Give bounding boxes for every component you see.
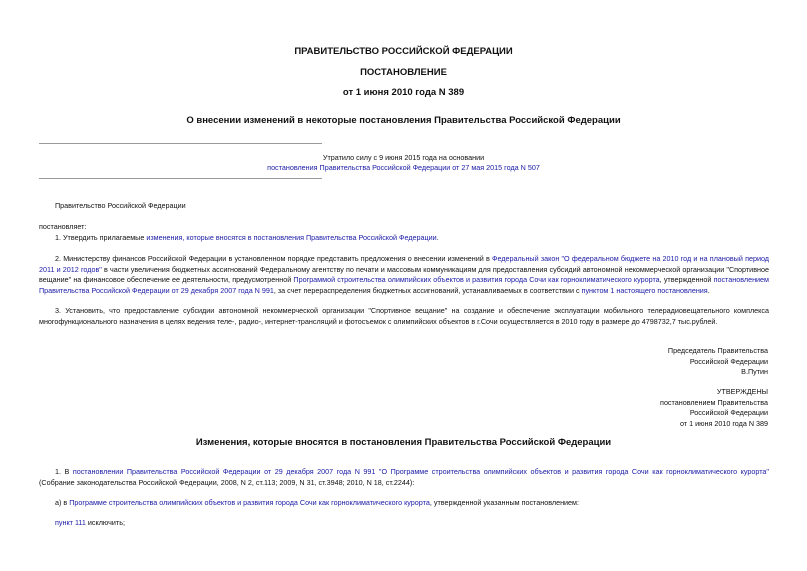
change-item-1-text: 1. В <box>55 467 73 476</box>
approval-country: Российской Федерации <box>689 408 768 418</box>
change-item-point-text: исключить; <box>85 518 125 527</box>
change-item-a-text: а) в <box>55 498 70 507</box>
signature-position: Председатель Правительства <box>667 346 768 355</box>
approval-by: постановлением Правительства <box>660 397 768 407</box>
change-item-a-end: , утвержденной указанным постановлением: <box>429 498 579 507</box>
paragraph-2-text: 2. Министерству финансов Российской Федерации в установленном порядке представить предложения о внесении изменений в <box>55 254 493 263</box>
paragraph-1-end: . <box>436 233 439 242</box>
changes-link[interactable]: изменения, которые вносятся в постановления Правительства Российской Федерации <box>146 233 437 242</box>
signature-block <box>668 346 768 378</box>
bottom-divider <box>39 178 322 179</box>
approval-block <box>660 387 768 429</box>
document-title: О внесении изменений в некоторые постановления Правительства Российской Федерации <box>186 115 621 126</box>
paragraph-2 <box>39 254 769 296</box>
paragraph-1-text: 1. Утвердить прилагаемые <box>55 233 147 242</box>
olympic-program-link[interactable]: Программой строительства олимпийских объектов и развития города Сочи как горноклиматического курорта <box>293 275 660 285</box>
change-item-a <box>39 498 769 509</box>
change-item-1 <box>39 467 769 488</box>
signature-country: Российской Федерации <box>689 356 768 366</box>
paragraph-3: 3. Установить, что предоставление субсидии автономной некоммерческой организации "Спортивное вещание" на создание и обеспечение эксплуатации мобильного телерадиовещательного комплекса многофункционального назначения в целях ведения теле-, радио-, интернет-трансляций и фотосъемок с олимпийских объектов в г.Сочи осуществляется в 2010 году в размере до 4798732,7 тыс.рублей. <box>39 306 769 326</box>
paragraph-2-text-3: , утвержденной <box>659 275 714 285</box>
status-note-link[interactable]: постановления Правительства Российской Федерации от 27 мая 2015 года N 507 <box>267 163 540 172</box>
budget-law-link[interactable]: Федеральный закон "О федеральном бюджете на 2010 год и на плановый период 2011 и 2012 годов" <box>39 254 769 274</box>
document-date-number: от 1 июня 2010 года N 389 <box>342 87 465 98</box>
approval-date: от 1 июня 2010 года N 389 <box>679 418 768 428</box>
point-111-link[interactable]: пункт 111 <box>55 518 86 527</box>
point-1-link[interactable]: пунктом 1 настоящего постановления <box>581 285 708 295</box>
signature-name: В.Путин <box>741 367 768 377</box>
change-item-point <box>39 518 769 529</box>
paragraph-1 <box>39 233 769 244</box>
resolution-991-title-link[interactable]: постановлении Правительства Российской Федерации от 29 декабря 2007 года N 991 "О Программе строительства олимпийских объектов и развития города Сочи как горноклиматического курорта" <box>72 467 769 476</box>
paragraph-2-end: . <box>707 285 710 295</box>
status-note: Утратило силу с 9 июня 2015 года на основании <box>322 153 485 162</box>
paragraph-2-text-2: в части увеличения бюджетных ассигнований Федеральному агентству по печати и массовым коммуникациям для предоставления субсидий автономной некоммерческой организации "Спортивное вещание" на финансовое обеспечение ее деятельности, предусмотренной <box>39 264 769 285</box>
top-divider <box>39 143 322 144</box>
change-item-1-source: (Собрание законодательства Российской Федерации, 2008, N 2, ст.113; 2009, N 31, ст.3948; 2010, N 18, ст.2244): <box>39 477 415 487</box>
olympic-program-link-2[interactable]: Программе строительства олимпийских объектов и развития города Сочи как горноклиматического курорта <box>69 498 430 507</box>
issuing-body: Правительство Российской Федерации <box>55 201 186 210</box>
resolves-text: постановляет: <box>39 222 87 231</box>
changes-title: Изменения, которые вносятся в постановления Правительства Российской Федерации <box>195 437 612 448</box>
resolution-991-link[interactable]: постановлением Правительства Российской Федерации от 29 декабря 2007 года N 991 <box>39 275 769 295</box>
document-type-heading: ПОСТАНОВЛЕНИЕ <box>360 67 447 78</box>
government-heading: ПРАВИТЕЛЬСТВО РОССИЙСКОЙ ФЕДЕРАЦИИ <box>294 46 513 57</box>
approval-stamp: УТВЕРЖДЕНЫ <box>716 387 768 396</box>
paragraph-2-text-4: , за счет перераспределения бюджетных ассигнований, устанавливаемых в соответствии с <box>273 285 582 295</box>
